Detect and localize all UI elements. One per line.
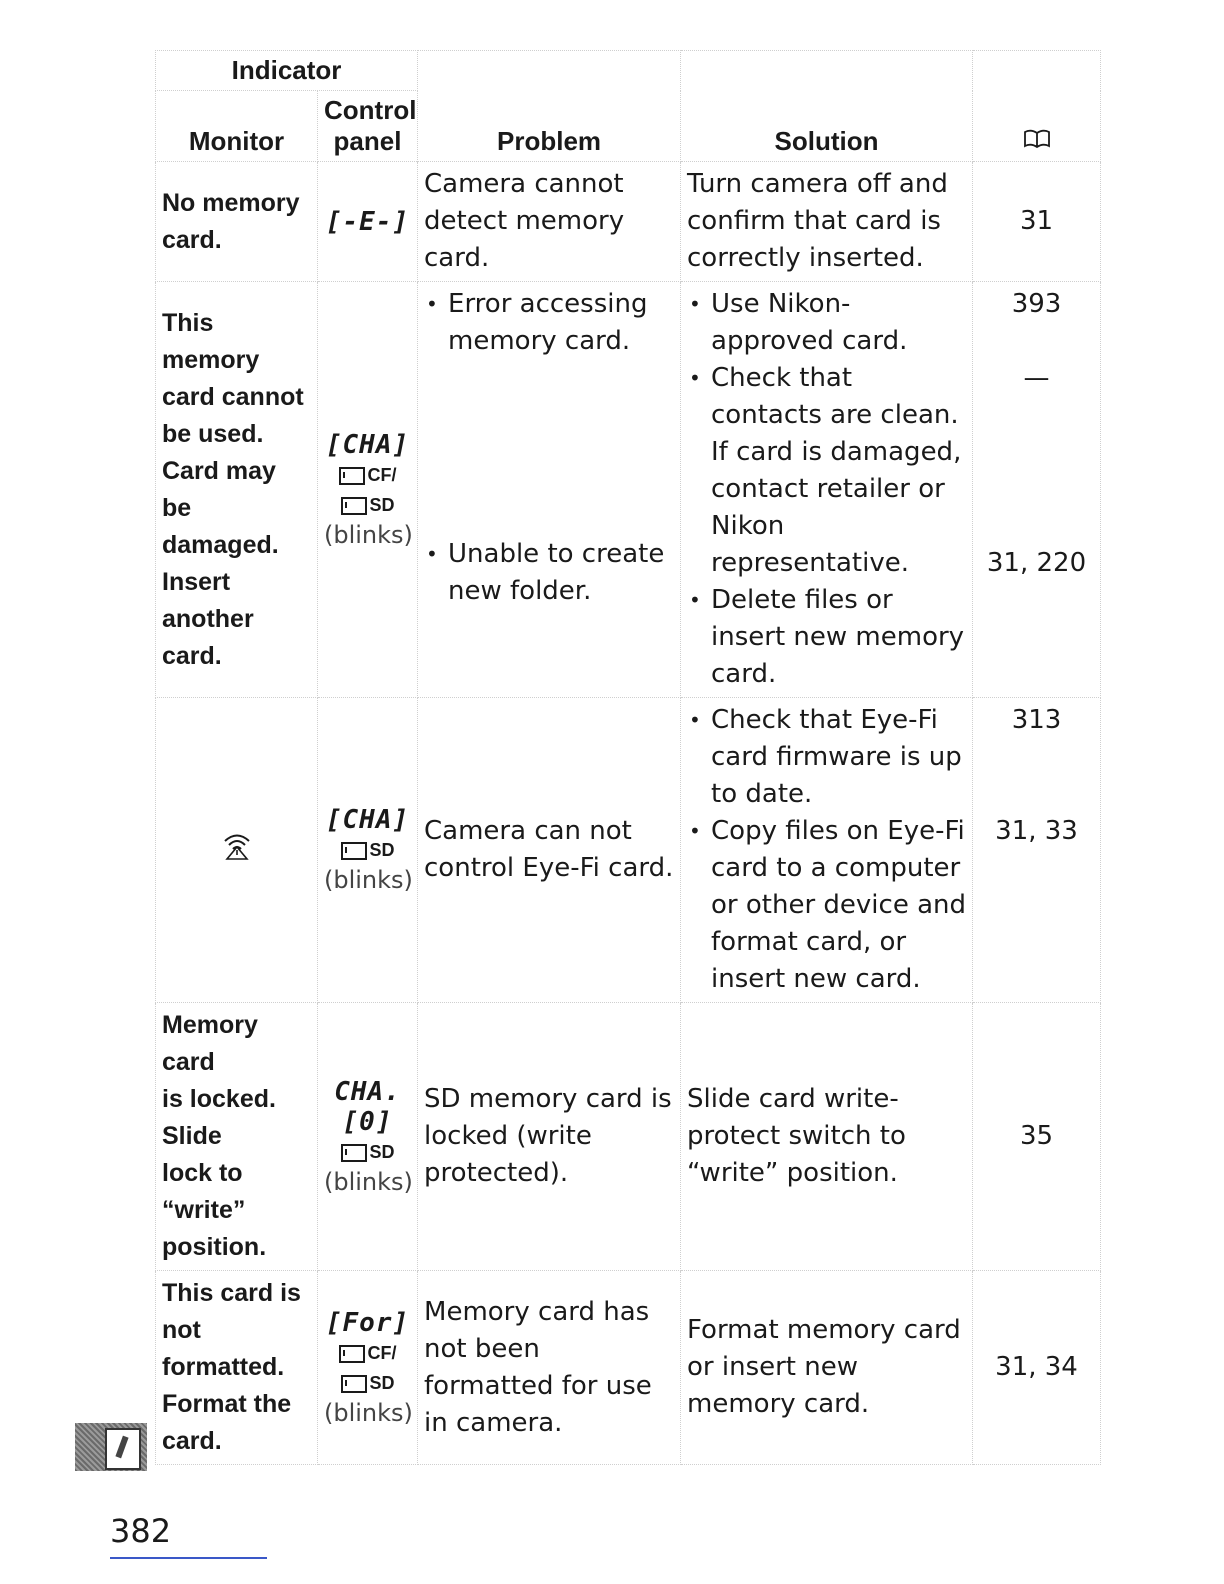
eye-fi-warning-icon	[222, 830, 252, 860]
solution-cell	[681, 282, 973, 698]
retouch-tab-icon	[75, 1423, 147, 1471]
header-row-1	[156, 51, 1101, 91]
monitor-message: Memory card is locked. Slide lock to “write” position.	[156, 1003, 318, 1271]
card-slot-label: CF/	[324, 460, 411, 490]
card-slot-icon	[341, 497, 367, 515]
problem-cell: SD memory card is locked (write protected).	[418, 1003, 681, 1271]
page-ref: 31, 34	[973, 1271, 1101, 1465]
monitor-header: Monitor	[156, 91, 318, 162]
table-row	[156, 1271, 1101, 1465]
table-row	[156, 162, 1101, 282]
page-ref: 31	[973, 162, 1101, 282]
list-item: • Delete files or insert new memory card.	[687, 582, 966, 693]
table-row	[156, 698, 1101, 1003]
page-ref: 313 31, 33	[973, 698, 1101, 1003]
control-panel-indicator	[318, 162, 418, 282]
solution-cell	[681, 698, 973, 1003]
segment-display: [CHA]	[325, 805, 410, 835]
solution-cell: Format memory card or insert new memory card.	[681, 1271, 973, 1465]
monitor-message	[156, 698, 318, 1003]
problem-cell: Camera cannot detect memory card.	[418, 162, 681, 282]
page-ref: 393 — 31, 220	[973, 282, 1101, 698]
card-slot-icon	[339, 1345, 365, 1363]
list-item: • Error accessing memory card.	[424, 286, 674, 360]
reference-header	[973, 51, 1101, 162]
card-slot-label: SD	[324, 1368, 411, 1398]
blinks-note: (blinks)	[324, 1167, 413, 1196]
segment-display: [-E-]	[325, 206, 410, 237]
problem-cell: Camera can not control Eye-Fi card.	[418, 698, 681, 1003]
error-table	[155, 50, 1101, 1465]
monitor-message: This card is not formatted. Format the card.	[156, 1271, 318, 1465]
solution-header: Solution	[681, 51, 973, 162]
blinks-note: (blinks)	[324, 520, 413, 549]
book-icon	[1023, 128, 1051, 150]
list-item: • Use Nikon-approved card.	[687, 286, 966, 360]
list-item: • Unable to create new folder.	[424, 536, 674, 610]
list-item: • Copy files on Eye-Fi card to a computer or other device and format card, or insert new card.	[687, 813, 966, 998]
control-panel-indicator	[318, 1271, 418, 1465]
control-panel-header: Control panel	[318, 91, 418, 162]
problem-cell	[418, 282, 681, 698]
blinks-note: (blinks)	[324, 1398, 413, 1427]
blinks-note: (blinks)	[324, 866, 413, 894]
segment-display: [For]	[325, 1307, 410, 1338]
control-panel-indicator	[318, 282, 418, 698]
problem-header: Problem	[418, 51, 681, 162]
list-item: • Check that contacts are clean. If card is damaged, contact retailer or Nikon representative.	[687, 360, 966, 582]
card-slot-icon	[341, 842, 367, 860]
problem-cell: Memory card has not been formatted for use in camera.	[418, 1271, 681, 1465]
control-panel-indicator	[318, 698, 418, 1003]
card-slot-label: SD	[324, 835, 411, 865]
table-row	[156, 282, 1101, 698]
card-slot-label: SD	[324, 490, 411, 520]
solution-cell: Turn camera off and confirm that card is correctly inserted.	[681, 162, 973, 282]
card-slot-icon	[339, 467, 365, 485]
indicator-header: Indicator	[156, 51, 418, 91]
card-slot-icon	[341, 1375, 367, 1393]
segment-display-secondary: [0]	[342, 1106, 393, 1137]
page-ref: 35	[973, 1003, 1101, 1271]
table-row	[156, 1003, 1101, 1271]
card-slot-label: SD	[324, 1137, 411, 1167]
segment-display: CHA.	[334, 1076, 401, 1107]
list-item: • Check that Eye-Fi card firmware is up to date.	[687, 702, 966, 813]
segment-display: [CHA]	[325, 429, 410, 460]
solution-cell: Slide card write-protect switch to “write” position.	[681, 1003, 973, 1271]
monitor-message: No memory card.	[156, 162, 318, 282]
page-number-rule	[110, 1557, 267, 1559]
card-slot-label: CF/	[324, 1338, 411, 1368]
page-number: 382	[110, 1512, 172, 1550]
monitor-message: This memory card cannot be used. Card may be damaged. Insert another card.	[156, 282, 318, 698]
card-slot-icon	[341, 1144, 367, 1162]
control-panel-indicator	[318, 1003, 418, 1271]
